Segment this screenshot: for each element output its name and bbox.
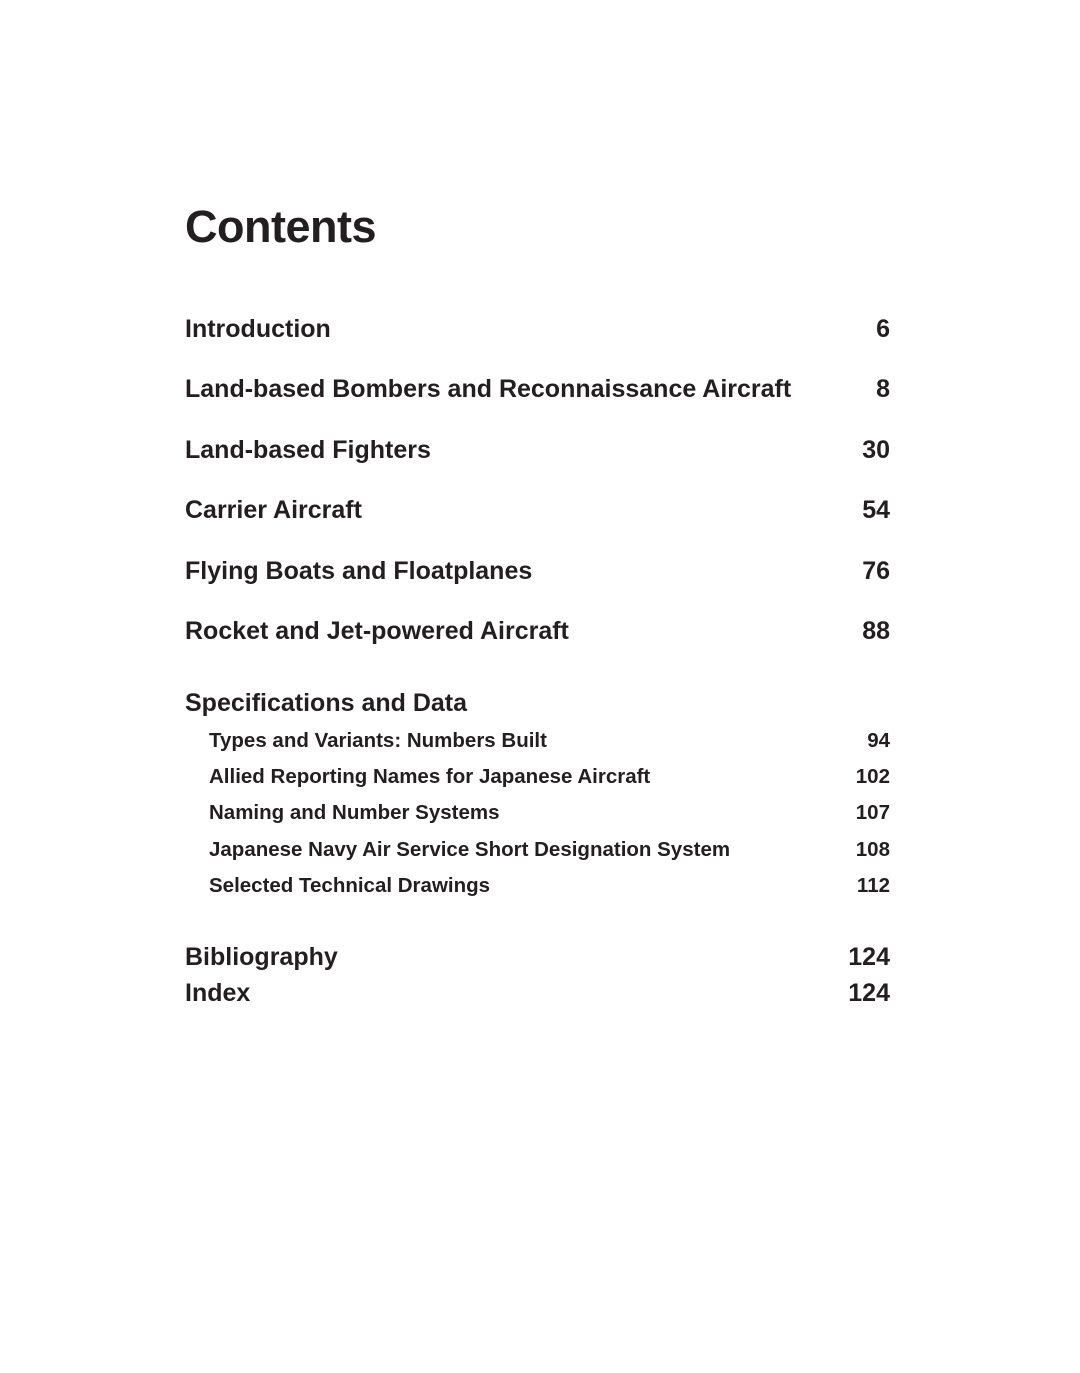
toc-entry-label: Flying Boats and Floatplanes xyxy=(185,557,533,585)
toc-subentry-label: Naming and Number Systems xyxy=(209,801,500,824)
toc-subentry-types-variants[interactable] xyxy=(185,728,890,754)
toc-entry-bibliography[interactable] xyxy=(185,941,890,973)
toc-subentry-page: 107 xyxy=(855,801,890,824)
toc-entry-label: Introduction xyxy=(185,315,331,343)
toc-entry-carrier-aircraft[interactable] xyxy=(185,494,890,526)
toc-subentry-label: Types and Variants: Numbers Built xyxy=(209,729,547,752)
toc-entry-land-based-fighters[interactable] xyxy=(185,434,890,466)
toc-entry-page: 54 xyxy=(862,496,890,524)
toc-subentry-allied-reporting-names[interactable] xyxy=(185,764,890,790)
toc-entry-index[interactable] xyxy=(185,977,890,1009)
toc-subentry-page: 108 xyxy=(855,838,890,861)
toc-entry-page: 76 xyxy=(862,557,890,585)
toc-entry-label: Bibliography xyxy=(185,943,338,971)
toc-entry-label: Carrier Aircraft xyxy=(185,496,362,524)
specifications-heading: Specifications and Data xyxy=(185,689,468,717)
toc-entry-label: Index xyxy=(185,979,251,1007)
toc-subentry-label: Allied Reporting Names for Japanese Aircraft xyxy=(209,765,651,788)
toc-entry-page: 88 xyxy=(862,617,890,645)
toc-subentry-naming-number-systems[interactable] xyxy=(185,800,890,826)
toc-entry-introduction[interactable] xyxy=(185,313,890,345)
toc-subentry-label: Japanese Navy Air Service Short Designation System xyxy=(209,838,731,861)
toc-entry-page: 124 xyxy=(848,979,890,1007)
toc-subentry-label: Selected Technical Drawings xyxy=(209,874,491,897)
toc-entry-page: 6 xyxy=(876,315,890,343)
toc-entry-rocket-jet[interactable] xyxy=(185,615,890,647)
toc-entry-flying-boats[interactable] xyxy=(185,555,890,587)
toc-entry-land-based-bombers[interactable] xyxy=(185,373,890,405)
toc-subentry-page: 112 xyxy=(856,874,890,897)
toc-subentry-page: 102 xyxy=(855,765,890,788)
toc-entry-page: 8 xyxy=(876,375,890,403)
toc-subentry-page: 94 xyxy=(867,729,890,752)
toc-subentry-technical-drawings[interactable] xyxy=(185,873,890,899)
toc-entry-label: Land-based Fighters xyxy=(185,436,431,464)
page-title: Contents xyxy=(185,201,376,252)
toc-entry-page: 124 xyxy=(848,943,890,971)
toc-entry-page: 30 xyxy=(862,436,890,464)
toc-entry-label: Rocket and Jet-powered Aircraft xyxy=(185,617,569,645)
table-of-contents xyxy=(185,0,890,1373)
toc-entry-label: Land-based Bombers and Reconnaissance Aircraft xyxy=(185,375,792,403)
toc-subentry-short-designation[interactable] xyxy=(185,837,890,863)
